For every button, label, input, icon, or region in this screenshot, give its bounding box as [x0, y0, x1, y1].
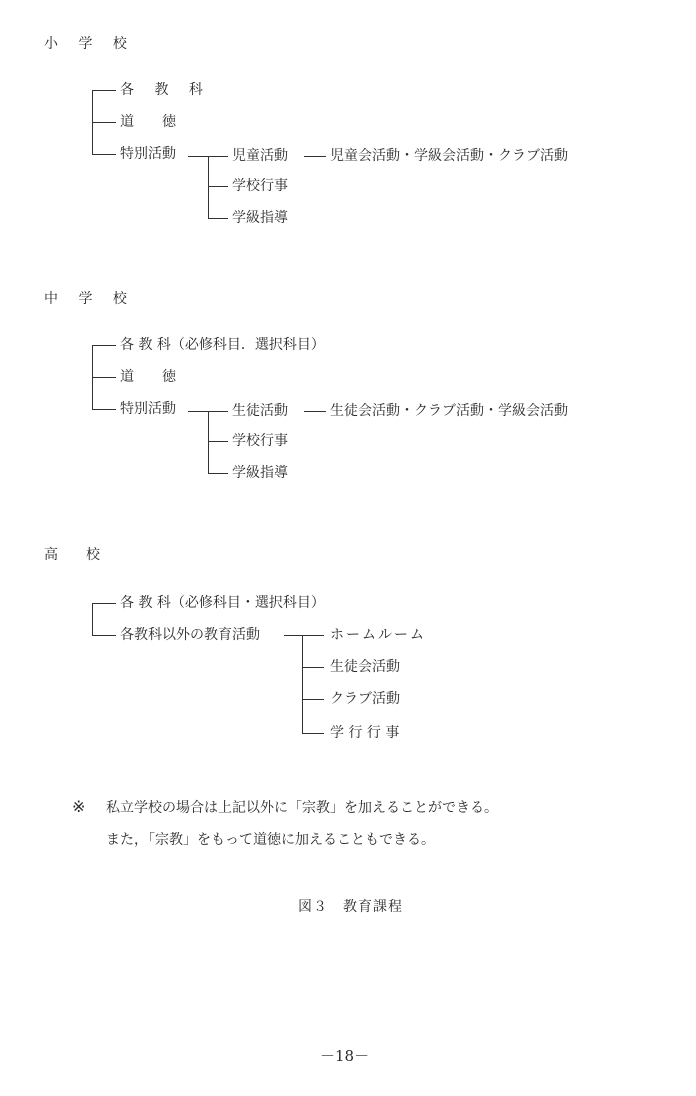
- connector: [208, 218, 228, 219]
- subject-label: 各 教 科: [120, 82, 211, 98]
- connector: [208, 441, 228, 442]
- special-bracket: [208, 156, 209, 218]
- connector: [284, 635, 324, 636]
- connector: [92, 635, 116, 636]
- student-activities-detail: 生徒会活動・クラブ活動・学級会活動: [330, 403, 568, 419]
- connector: [304, 156, 326, 157]
- child-activities-label: 児童活動: [232, 148, 288, 164]
- club-activities-label: クラブ活動: [330, 691, 400, 707]
- high-school-bracket: [92, 603, 93, 635]
- connector: [92, 154, 116, 155]
- subject-label: 各 教 科（必修科目・選択科目）: [120, 595, 325, 611]
- connector: [92, 90, 116, 91]
- connector: [302, 733, 324, 734]
- connector: [208, 186, 228, 187]
- class-guidance-label: 学級指導: [232, 210, 288, 226]
- note-line-1: 私立学校の場合は上記以外に「宗教」を加えることができる。: [106, 800, 498, 816]
- school-events-label: 学 行 行 事: [330, 725, 400, 741]
- connector: [92, 603, 116, 604]
- connector: [92, 122, 116, 123]
- connector: [92, 345, 116, 346]
- connector: [92, 409, 116, 410]
- school-events-label: 学校行事: [232, 433, 288, 449]
- subject-label: 各 教 科（必修科目．選択科目）: [120, 337, 325, 353]
- other-activities-label: 各教科以外の教育活動: [120, 627, 260, 643]
- figure-caption: 図３ 教育課程: [298, 899, 403, 915]
- elementary-title: 小 学 校: [44, 36, 135, 52]
- note-mark: ※: [72, 797, 86, 816]
- special-bracket: [208, 411, 209, 473]
- special-activities-label: 特別活動: [120, 146, 176, 162]
- note-line-2: また，「宗教」をもって道徳に加えることもできる。: [106, 832, 435, 848]
- school-events-label: 学校行事: [232, 178, 288, 194]
- child-activities-detail: 児童会活動・学級会活動・クラブ活動: [330, 148, 568, 164]
- connector: [208, 473, 228, 474]
- homeroom-label: ホームルーム: [330, 627, 426, 643]
- class-guidance-label: 学級指導: [232, 465, 288, 481]
- page-number: －18－: [320, 1047, 370, 1065]
- high-school-title: 高 校: [44, 547, 100, 563]
- moral-label: 道 徳: [120, 114, 176, 130]
- connector: [302, 699, 324, 700]
- student-council-label: 生徒会活動: [330, 659, 400, 675]
- special-activities-label: 特別活動: [120, 401, 176, 417]
- connector: [92, 377, 116, 378]
- connector: [304, 411, 326, 412]
- connector: [302, 667, 324, 668]
- junior-high-title: 中 学 校: [44, 291, 135, 307]
- student-activities-label: 生徒活動: [232, 403, 288, 419]
- other-activities-bracket: [302, 635, 303, 733]
- moral-label: 道 徳: [120, 369, 176, 385]
